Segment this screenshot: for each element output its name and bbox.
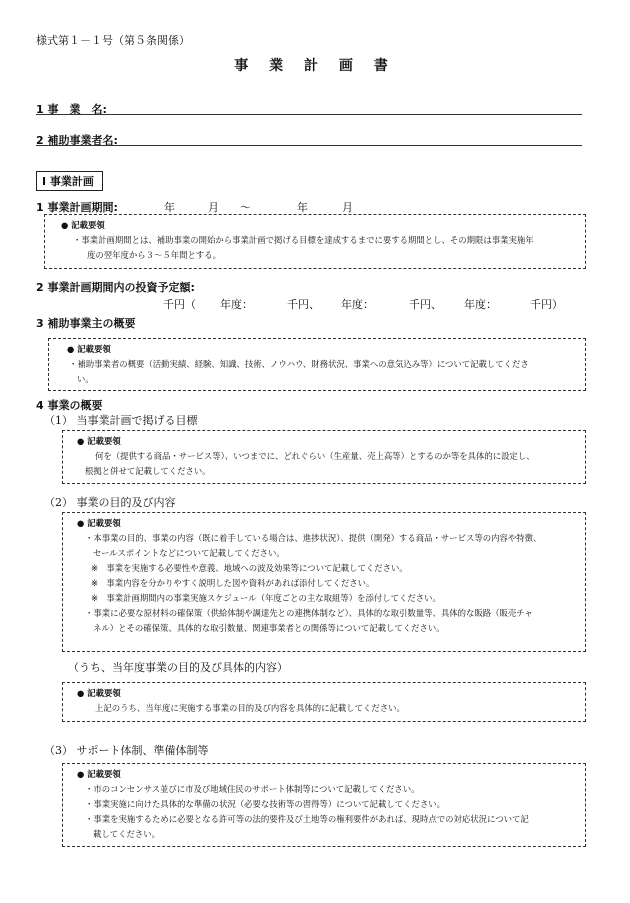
document-title: 事 業 計 画 書	[234, 58, 396, 74]
investment-unit: 千円、	[409, 298, 442, 311]
note-heading: ● 記載要領	[61, 220, 105, 230]
note-line: ・事業計画期間とは、補助事業の開始から事業計画で掲げる目標を達成するまでに要する期間とし、その期限は事業実施年	[73, 235, 534, 245]
investment-unit: 千円、	[287, 298, 320, 311]
note-line: 度の翌年度から３～５年間とする。	[87, 250, 221, 260]
note-line: ・事業実施に向けた具体的な準備の状況（必要な技術等の習得等）について記載してください。	[85, 799, 445, 809]
note-current-year	[62, 682, 586, 722]
subsection-current-year: （うち、当年度事業の目的及び具体的内容）	[68, 661, 288, 674]
investment-label: 2 事業計画期間内の投資予定額:	[36, 281, 195, 294]
section-title: Ⅰ 事業計画	[36, 171, 103, 191]
note-heading: ● 記載要領	[77, 769, 121, 779]
investment-unit: 千円）	[530, 298, 563, 311]
investment-unit: 千円（	[163, 298, 196, 311]
note-support	[62, 763, 586, 847]
period-label: 1 事業計画期間:	[36, 201, 118, 214]
period-month2: 月	[342, 201, 353, 214]
note-line: ・事業に必要な原材料の確保策（供給体制や調達先との連携体制など）、具体的な取引数量等、具体的な販路（販売チャ	[85, 608, 533, 618]
project-name-line[interactable]	[36, 114, 582, 115]
project-name-label: 1 事 業 名:	[36, 103, 107, 116]
applicant-line[interactable]	[36, 145, 582, 146]
note-line: セールスポイントなどについて記載してください。	[93, 548, 285, 558]
note-goal	[62, 430, 586, 484]
business-label: 4 事業の概要	[36, 399, 103, 412]
note-line: い。	[77, 374, 94, 384]
note-line: ・本事業の目的、事業の内容（既に着手している場合は、進捗状況）、提供（開発）する商品・サービス等の内容や特徴、	[85, 533, 542, 543]
note-heading: ● 記載要領	[77, 518, 121, 528]
note-line: ・補助事業者の概要（活動実績、経験、知識、技術、ノウハウ、財務状況、事業への意気込み等）について記載してくださ	[69, 359, 529, 369]
note-line: 載してください。	[93, 829, 160, 839]
applicant-label: 2 補助事業者名:	[36, 134, 118, 147]
period-year1: 年	[164, 201, 175, 214]
note-overview	[48, 338, 586, 391]
note-line: 何を（提供する商品・サービス等）、いつまでに、どれぐらい（生産量、売上高等）とするのか等を具体的に設定し、	[95, 451, 535, 461]
note-purpose	[62, 512, 586, 652]
subsection-support: （3） サポート体制、準備体制等	[44, 744, 209, 757]
investment-row[interactable]	[0, 296, 630, 310]
investment-fy: 年度：	[220, 298, 253, 311]
period-year2: 年	[297, 201, 308, 214]
note-line: ・市のコンセンサス並びに市及び地域住民のサポート体制等について記載してください。	[85, 784, 420, 794]
period-month1: 月	[208, 201, 219, 214]
note-line: ※ 事業を実施する必要性や意義、地域への波及効果等について記載してください。	[91, 563, 408, 573]
investment-fy: 年度：	[464, 298, 497, 311]
subsection-purpose: （2） 事業の目的及び内容	[44, 496, 176, 509]
note-heading: ● 記載要領	[67, 344, 111, 354]
overview-label: 3 補助事業主の概要	[36, 317, 136, 330]
period-tilde: 〜	[240, 201, 251, 214]
note-line: 根拠と併せて記載してください。	[85, 466, 211, 476]
note-line: ネル）とその確保策、具体的な取引数量、関連事業者との関係等について記載してください。	[93, 623, 445, 633]
note-line: 上記のうち、当年度に実施する事業の目的及び内容を具体的に記載してください。	[95, 703, 405, 713]
period-row[interactable]	[0, 199, 630, 213]
note-period	[44, 214, 586, 269]
subsection-goal: （1） 当事業計画で掲げる目標	[44, 414, 198, 427]
note-heading: ● 記載要領	[77, 688, 121, 698]
note-line: ・事業を実施するために必要となる許可等の法的要件及び土地等の権利要件があれば、現時点での対応状況について記	[85, 814, 529, 824]
form-number: 様式第１－１号（第５条関係）	[36, 34, 190, 47]
investment-fy: 年度：	[341, 298, 374, 311]
note-line: ※ 事業内容を分かりやすく説明した図や資料があれば添付してください。	[91, 578, 375, 588]
note-heading: ● 記載要領	[77, 436, 121, 446]
note-line: ※ 事業計画期間内の事業実施スケジュール（年度ごとの主な取組等）を添付してください。	[91, 593, 441, 603]
